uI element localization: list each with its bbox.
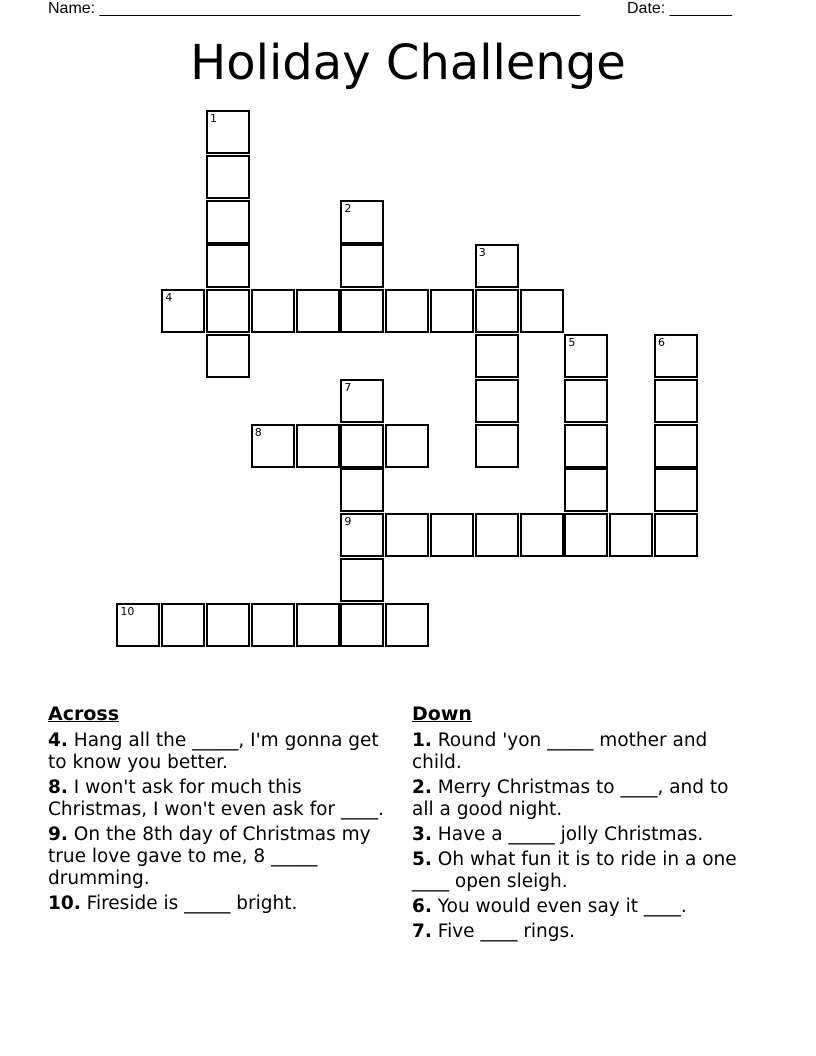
grid-cell[interactable] [564, 424, 608, 468]
grid-cell[interactable] [251, 603, 295, 647]
grid-cell[interactable] [340, 424, 384, 468]
grid-cell[interactable] [385, 289, 429, 333]
grid-cell[interactable] [206, 200, 250, 244]
clue-item [412, 777, 752, 821]
grid-cell[interactable] [206, 155, 250, 199]
clue-number: 4. [48, 730, 68, 751]
clue-text: Oh what fun it is to ride in a one ____ open sleigh. [412, 849, 737, 892]
clue-number: 9 [344, 515, 352, 529]
grid-cell[interactable] [340, 244, 384, 288]
across-heading: Across [48, 703, 120, 725]
clue-number: 1. [412, 730, 432, 751]
grid-cell[interactable] [654, 468, 698, 512]
clue-number: 4 [165, 291, 173, 305]
clue-text: Have a _____ jolly Christmas. [431, 824, 704, 845]
clue-number: 10 [120, 604, 135, 618]
grid-cell[interactable] [430, 513, 474, 557]
grid-cell[interactable] [340, 603, 384, 647]
clue-item [412, 730, 752, 774]
clue-number: 2. [412, 777, 432, 798]
clue-number: 8 [254, 425, 262, 439]
grid-cell[interactable] [206, 334, 250, 378]
clue-number: 5. [412, 849, 432, 870]
clue-number: 8. [48, 777, 68, 798]
grid-cell[interactable] [340, 513, 384, 557]
grid-cell[interactable] [296, 603, 340, 647]
clue-text: I won't ask for much this Christmas, I won't even ask for ____. [48, 777, 384, 820]
grid-cell[interactable] [475, 424, 519, 468]
page-title: Holiday Challenge [190, 35, 626, 91]
clue-number: 10. [48, 893, 81, 914]
grid-cell[interactable] [340, 379, 384, 423]
grid-cell[interactable] [385, 513, 429, 557]
grid-cell[interactable] [475, 379, 519, 423]
grid-cell[interactable] [609, 513, 653, 557]
grid-cell[interactable] [520, 513, 564, 557]
grid-cell[interactable] [520, 289, 564, 333]
grid-cell[interactable] [475, 334, 519, 378]
grid-cell[interactable] [340, 468, 384, 512]
name-field[interactable]: Name: ______________________________________________________ [48, 0, 581, 17]
clue-item [48, 893, 393, 915]
grid-cell[interactable] [296, 424, 340, 468]
clue-text: Merry Christmas to ____, and to all a good night. [412, 777, 729, 820]
grid-cell[interactable] [340, 289, 384, 333]
grid-cell[interactable] [340, 558, 384, 602]
grid-cell[interactable] [430, 289, 474, 333]
grid-cell[interactable] [161, 289, 205, 333]
date-field[interactable]: Date: _______ [627, 0, 732, 17]
clue-number: 3 [478, 246, 486, 260]
clue-number: 2 [344, 201, 352, 215]
clue-number: 7 [344, 380, 352, 394]
grid-cell[interactable] [251, 289, 295, 333]
grid-cell[interactable] [116, 603, 160, 647]
clue-number: 1 [210, 112, 217, 125]
grid-cell[interactable] [296, 289, 340, 333]
grid-cell[interactable] [564, 334, 608, 378]
grid-cell[interactable] [475, 289, 519, 333]
grid-cell[interactable] [564, 468, 608, 512]
grid-cell[interactable] [654, 513, 698, 557]
grid-cell[interactable] [206, 603, 250, 647]
grid-cell[interactable] [654, 424, 698, 468]
clue-item [412, 921, 752, 943]
clue-text: You would even say it ____. [431, 896, 687, 917]
clue-number: 6 [658, 336, 665, 349]
clue-number: 9. [48, 824, 68, 845]
grid-cell[interactable] [206, 244, 250, 288]
grid-cell[interactable] [475, 513, 519, 557]
grid-cell[interactable] [654, 379, 698, 423]
clue-number: 6. [412, 896, 432, 917]
clue-number: 3. [412, 824, 432, 845]
grid-cell[interactable] [161, 603, 205, 647]
grid-cell[interactable] [564, 379, 608, 423]
clue-item [412, 824, 752, 846]
down-heading: Down [412, 703, 472, 725]
clue-text: Hang all the _____, I'm gonna get to know you better. [48, 730, 379, 773]
clue-item [48, 730, 393, 774]
clue-item [412, 849, 752, 893]
clue-item [48, 824, 393, 890]
grid-cell[interactable] [251, 424, 295, 468]
grid-cell[interactable] [385, 424, 429, 468]
grid-cell[interactable] [206, 110, 250, 154]
clue-number: 7. [412, 921, 432, 942]
clue-text: On the 8th day of Christmas my true love gave to me, 8 _____ drumming. [48, 824, 371, 889]
grid-cell[interactable] [340, 200, 384, 244]
across-clue-list [48, 730, 393, 915]
grid-cell[interactable] [385, 603, 429, 647]
grid-cell[interactable] [654, 334, 698, 378]
grid-cell[interactable] [475, 244, 519, 288]
grid-cell[interactable] [206, 289, 250, 333]
clue-text: Round 'yon _____ mother and child. [412, 730, 708, 773]
clue-text: Five ____ rings. [431, 921, 576, 942]
grid-cell[interactable] [564, 513, 608, 557]
clue-text: Fireside is _____ bright. [80, 893, 298, 914]
down-clues [412, 702, 752, 946]
down-clue-list [412, 730, 752, 943]
clue-item [48, 777, 393, 821]
clue-item [412, 896, 752, 918]
clue-number: 5 [568, 336, 576, 349]
across-clues [48, 702, 393, 918]
